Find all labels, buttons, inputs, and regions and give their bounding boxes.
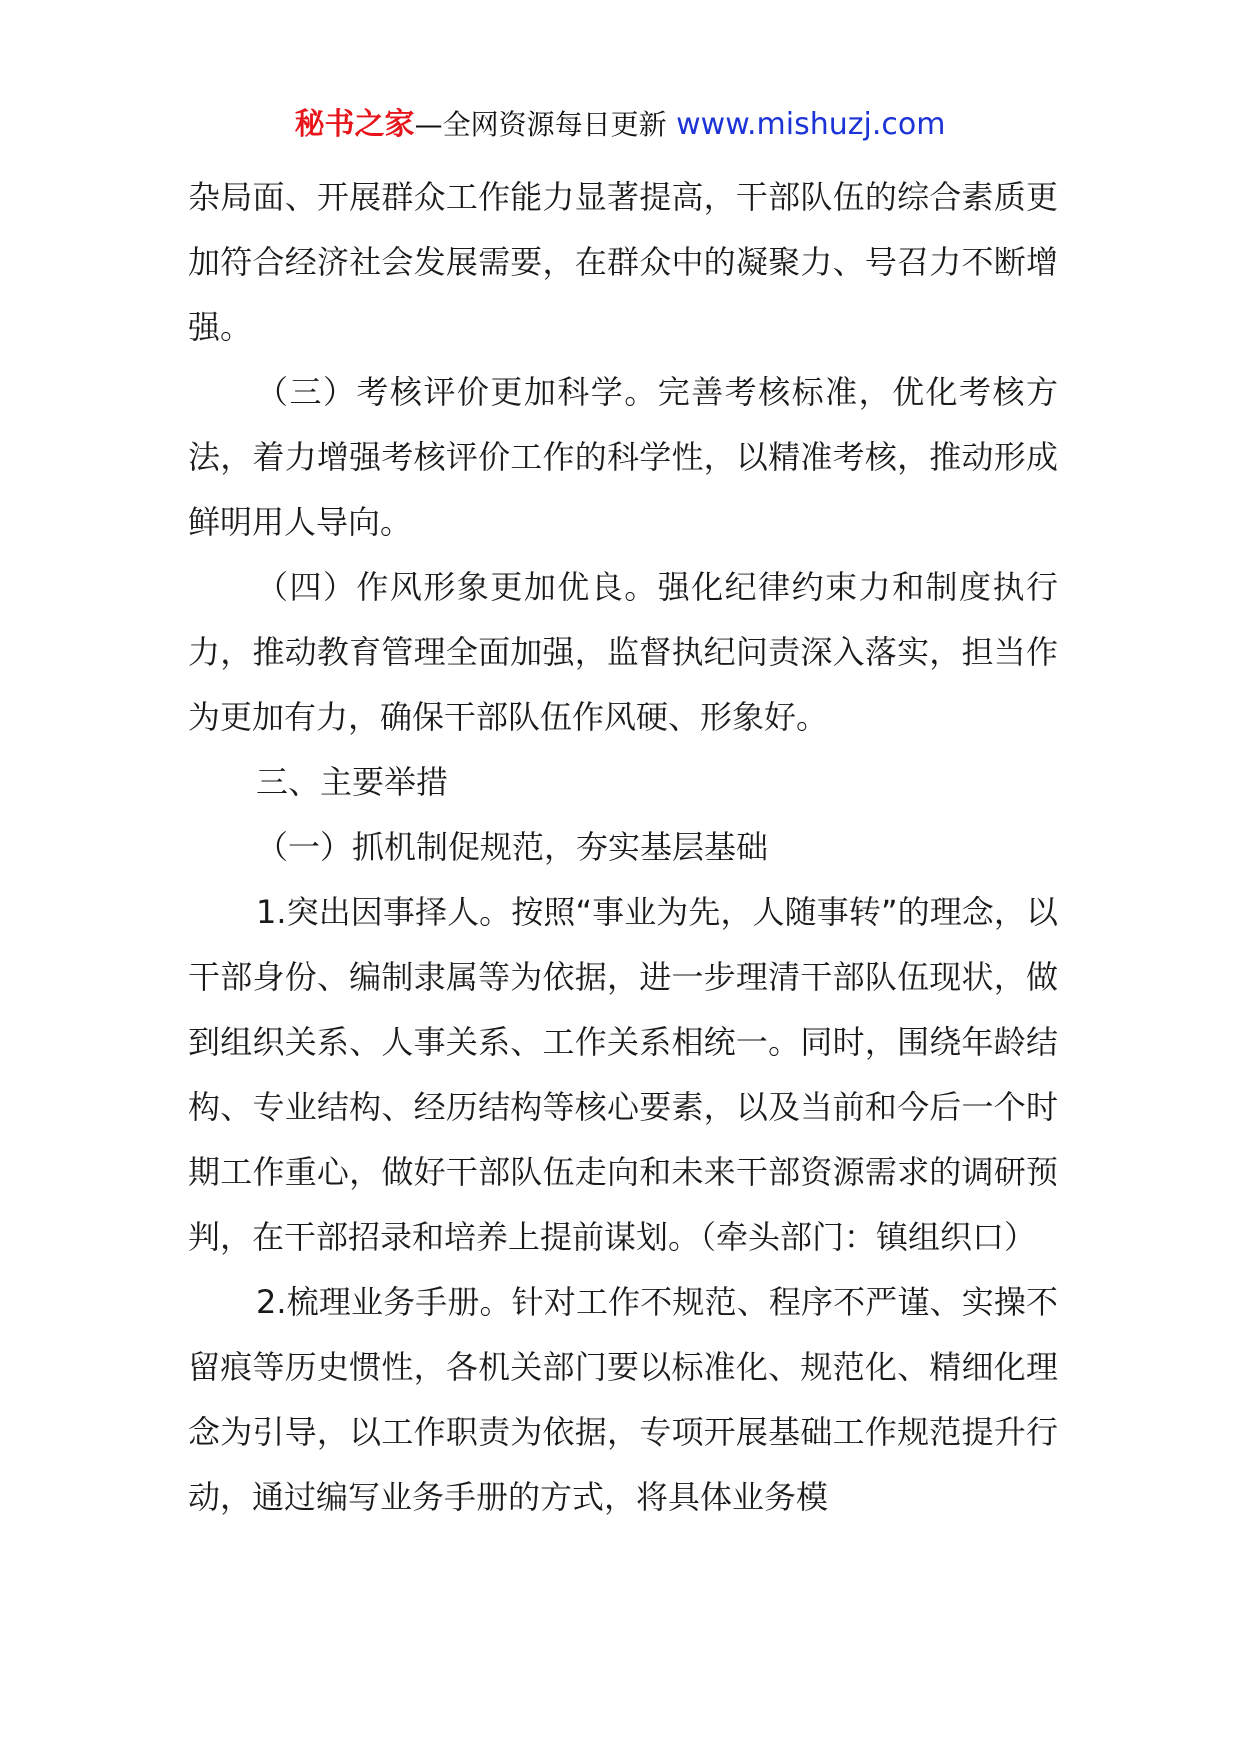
paragraph: 1.突出因事择人。按照“事业为先，人随事转”的理念，以干部身份、编制隶属等为依据，进一步理清干部队伍现状，做到组织关系、人事关系、工作关系相统一。同时，围绕年龄结构、专业结构、经历结构等核心要素，以及当前和今后一个时期工作重心，做好干部队伍走向和未来干部资源需求的调研预判，在干部招录和培养上提前谋划。（牵头部门：镇组织口） bbox=[188, 893, 1058, 1256]
subsection-heading: （一）抓机制促规范，夯实基层基础 bbox=[256, 828, 769, 866]
site-watermark-header bbox=[0, 100, 1240, 150]
paragraph: （四）作风形象更加优良。强化纪律约束力和制度执行力，推动教育管理全面加强，监督执纪问责深入落实，担当作为更加有力，确保干部队伍作风硬、形象好。 bbox=[188, 568, 1058, 736]
paragraph: （三）考核评价更加科学。完善考核标准，优化考核方法，着力增强考核评价工作的科学性，以精准考核，推动形成鲜明用人导向。 bbox=[188, 373, 1058, 541]
paragraph: 杂局面、开展群众工作能力显著提高，干部队伍的综合素质更加符合经济社会发展需要，在群众中的凝聚力、号召力不断增强。 bbox=[188, 178, 1058, 346]
site-tagline: —全网资源每日更新 bbox=[414, 108, 667, 141]
document-body bbox=[188, 165, 1058, 1530]
section-heading: 三、主要举措 bbox=[256, 763, 449, 801]
site-brand: 秘书之家 bbox=[294, 107, 415, 142]
paragraph: 2.梳理业务手册。针对工作不规范、程序不严谨、实操不留痕等历史惯性，各机关部门要以标准化、规范化、精细化理念为引导，以工作职责为依据，专项开展基础工作规范提升行动，通过编写业务手册的方式，将具体业务模 bbox=[188, 1283, 1058, 1516]
site-url: www.mishuzj.com bbox=[676, 107, 946, 142]
